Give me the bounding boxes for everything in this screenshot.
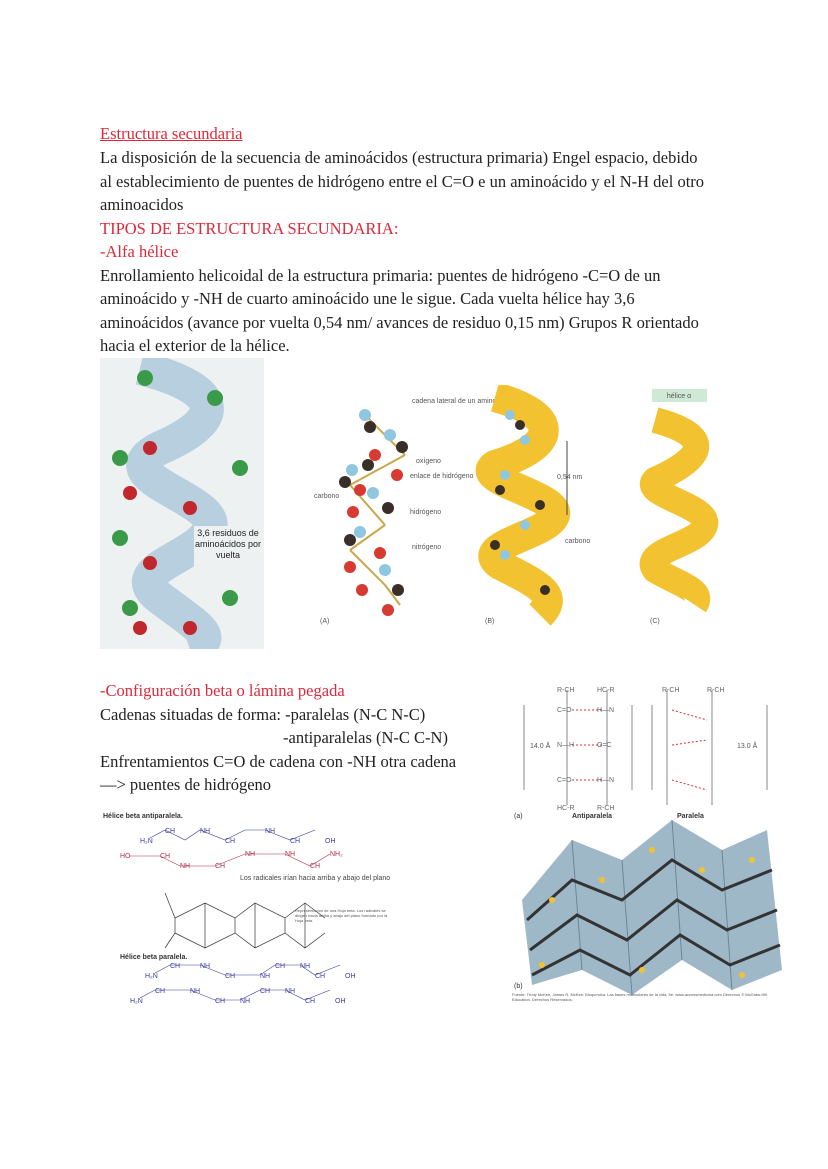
distance-antiparallel: 14.0 Å xyxy=(530,743,551,750)
svg-text:NH: NH xyxy=(245,851,256,858)
intro-line: La disposición de la secuencia de aminoácidos (estructura primaria) Engel espacio, debido xyxy=(100,148,698,167)
alpha-line: aminoácidos (avance por vuelta 0,54 nm/ avances de residuo 0,15 nm) Grupos R orientado xyxy=(100,313,699,332)
svg-text:HC-R: HC-R xyxy=(557,805,575,812)
svg-text:CH: CH xyxy=(310,863,321,870)
svg-text:R-CH: R-CH xyxy=(707,687,725,694)
ball-stick-model xyxy=(339,409,408,616)
svg-text:NH: NH xyxy=(265,828,276,835)
svg-text:OH: OH xyxy=(325,838,336,845)
intro-line: al establecimiento de puentes de hidrógeno entre el C=O e un aminoácido y el N-H del otro xyxy=(100,172,705,191)
beta-line: —> puentes de hidrógeno xyxy=(100,775,272,794)
panel-c: (C) xyxy=(650,618,660,625)
svg-text:CH: CH xyxy=(155,988,166,995)
beta-line: -antiparalelas (N-C C-N) xyxy=(283,728,448,747)
label-hbond: enlace de hidrógeno xyxy=(410,473,474,480)
svg-text:NH: NH xyxy=(240,998,251,1005)
label-hydrogen: hidrógeno xyxy=(410,509,442,516)
alpha-line: Enrollamiento helicoidal de la estructura primaria: puentes de hidrógeno -C=O de un xyxy=(100,266,661,285)
label-carbon-b: carbono xyxy=(565,538,591,545)
svg-text:CH: CH xyxy=(225,973,236,980)
svg-text:H₂N: H₂N xyxy=(130,998,143,1005)
svg-text:CH: CH xyxy=(215,998,226,1005)
label-pitch: 0,54 nm xyxy=(557,474,583,481)
svg-text:CH: CH xyxy=(275,963,286,970)
panel-a: (A) xyxy=(320,618,330,625)
svg-text:NH₂: NH₂ xyxy=(330,851,343,858)
svg-text:CH: CH xyxy=(305,998,316,1005)
label-carbon: carbono xyxy=(314,493,340,500)
svg-text:CH: CH xyxy=(290,838,301,845)
svg-text:CH: CH xyxy=(315,973,326,980)
svg-text:OH: OH xyxy=(335,998,346,1005)
parallel-label: Paralela xyxy=(677,813,704,820)
svg-text:C=O: C=O xyxy=(557,777,572,784)
svg-text:H—N: H—N xyxy=(597,777,615,784)
beta-heading: -Configuración beta o lámina pegada xyxy=(100,681,345,700)
alpha-line: aminoácido y -NH de cuarto aminoácido une le sigue. Cada vuelta hélice hay 3,6 xyxy=(100,289,635,308)
svg-text:CH: CH xyxy=(170,963,181,970)
ribbon-helix-c xyxy=(653,420,706,605)
svg-text:OH: OH xyxy=(345,973,356,980)
distance-parallel: 13.0 Å xyxy=(737,743,758,750)
pleated-sheet-figure xyxy=(512,820,785,1012)
beta-line: Cadenas situadas de forma: -paralelas (N-C N-C) xyxy=(100,705,426,724)
note-beta-sheet: Representación de una Hoja beta. Los radicales se dirigen hacia arriba y abajo del plano formado por la Hoja beta. xyxy=(295,908,388,923)
antiparallel-label: Antiparalela xyxy=(572,813,613,820)
beta-sheet-hbond-diagram xyxy=(512,680,784,820)
alpha-helix-figure-1 xyxy=(100,358,264,649)
antiparallel-title: Hélice beta antiparalela. xyxy=(103,813,183,820)
svg-text:NH: NH xyxy=(285,988,296,995)
svg-text:HC-R: HC-R xyxy=(597,687,615,694)
label-side-chain: cadena lateral de un aminoácido xyxy=(412,398,514,405)
alpha-helix-figure-2 xyxy=(310,385,720,630)
parallel-title: Hélice beta paralela. xyxy=(120,954,188,961)
svg-text:NH: NH xyxy=(200,828,211,835)
svg-text:CH: CH xyxy=(215,863,226,870)
svg-text:NH: NH xyxy=(300,963,311,970)
svg-text:R-CH: R-CH xyxy=(557,687,575,694)
svg-text:R-CH: R-CH xyxy=(597,805,615,812)
ribbon-helix-b xyxy=(490,397,567,615)
svg-text:H—N: H—N xyxy=(597,707,615,714)
svg-text:H₂N: H₂N xyxy=(140,838,153,845)
alpha-heading: -Alfa hélice xyxy=(100,242,179,261)
svg-text:NH: NH xyxy=(180,863,191,870)
intro-line: aminoacidos xyxy=(100,195,184,214)
note-radicals: Los radicales irían hacia arriba y abajo del plano xyxy=(240,875,391,882)
figure-source: Fuente: Trudy McKee, James R. McKee: Bioquímica. Las bases moleculares de la vida, 5e: www.accessmedicina.com Derechos © McGraw-Hill Education. Derechos Reservados. xyxy=(512,992,768,1002)
label-helix-alpha: hélice α xyxy=(666,393,692,400)
svg-text:NH: NH xyxy=(190,988,201,995)
svg-text:N—H: N—H xyxy=(557,742,575,749)
svg-text:R-CH: R-CH xyxy=(662,687,680,694)
beta-line: Enfrentamientos C=O de cadena con -NH otra cadena xyxy=(100,752,457,771)
panel-b: (B) xyxy=(485,618,495,625)
svg-text:NH: NH xyxy=(285,851,296,858)
label-nitrogen: nitrógeno xyxy=(412,544,442,551)
svg-text:C=O: C=O xyxy=(557,707,572,714)
svg-text:H₂N: H₂N xyxy=(145,973,158,980)
panel-b-label: (b) xyxy=(514,983,523,990)
svg-text:NH: NH xyxy=(260,973,271,980)
label-oxygen: oxígeno xyxy=(416,458,441,465)
svg-text:CH: CH xyxy=(160,853,171,860)
svg-text:CH: CH xyxy=(260,988,271,995)
svg-text:CH: CH xyxy=(225,838,236,845)
svg-text:CH: CH xyxy=(165,828,176,835)
types-heading: TIPOS DE ESTRUCTURA SECUNDARIA: xyxy=(100,219,399,238)
svg-text:NH: NH xyxy=(200,963,211,970)
panel-a-label: (a) xyxy=(514,813,523,820)
svg-text:HO: HO xyxy=(120,853,131,860)
svg-text:O=C: O=C xyxy=(597,742,612,749)
alpha-line: hacia el exterior de la hélice. xyxy=(100,336,290,355)
section-title: Estructura secundaria xyxy=(100,124,243,143)
beta-chemistry-figure xyxy=(95,808,395,1016)
figure1-label: 3,6 residuos de aminoácidos por vuelta xyxy=(194,528,262,560)
